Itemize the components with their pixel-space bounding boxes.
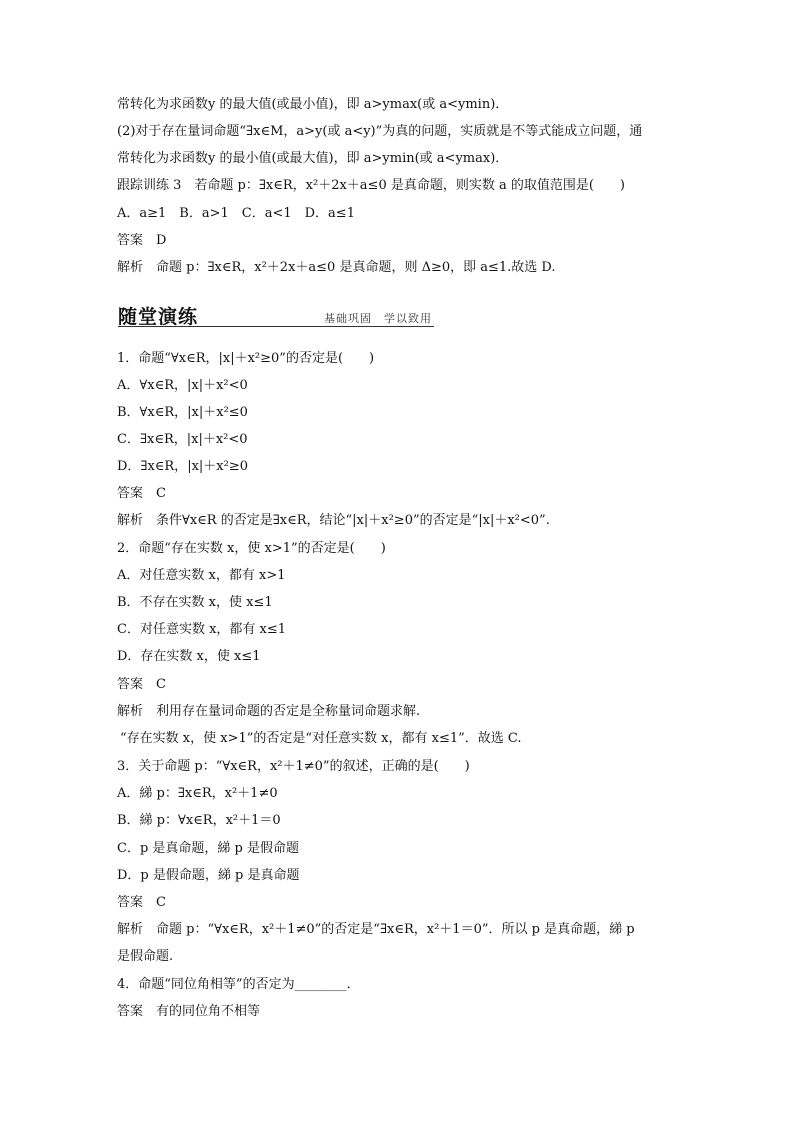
exercise-3-analysis: 解析 命题 p：∃x∈R，x²＋2x＋a≤0 是真命题，则 Δ≥0，即 a≤1.故选 D. — [117, 260, 556, 275]
q2-analysis-1: 解析 利用存在量词命题的否定是全称量词命题求解. — [117, 704, 421, 719]
q2-option-d: D．存在实数 x，使 x≤1 — [117, 649, 261, 664]
q1-stem: 1．命题“∀x∈R，|x|＋x²≥0”的否定是( ) — [117, 351, 375, 366]
q2-option-b: B．不存在实数 x，使 x≤1 — [117, 595, 273, 610]
q1-option-b: B．∀x∈R，|x|＋x²≤0 — [117, 405, 248, 420]
q3-analysis-1: 解析 命题 p：“∀x∈R，x²＋1≠0”的否定是“∃x∈R，x²＋1＝0”．所以 p 是真命题，綈 p — [117, 922, 635, 937]
q3-option-d: D．p 是假命题，綈 p 是真命题 — [117, 868, 300, 883]
q3-option-c: C．p 是真命题，綈 p 是假命题 — [117, 841, 299, 856]
q3-stem: 3．关于命题 p：“∀x∈R，x²＋1≠0”的叙述，正确的是( ) — [117, 759, 470, 774]
q2-analysis-2: “存在实数 x，使 x>1”的否定是“对任意实数 x，都有 x≤1”．故选 C. — [120, 731, 522, 746]
q2-stem: 2．命题“存在实数 x，使 x>1”的否定是( ) — [117, 541, 386, 556]
q3-answer: 答案 C — [117, 895, 166, 910]
intro-line-3: 常转化为求函数y 的最小值(或最大值)，即 a>ymin(或 a<ymax)． — [117, 151, 509, 166]
q2-answer: 答案 C — [117, 677, 166, 692]
q3-option-b: B．綈 p：∀x∈R，x²＋1＝0 — [117, 813, 281, 828]
q1-answer: 答案 C — [117, 486, 166, 501]
q3-analysis-2: 是假命题. — [117, 949, 174, 964]
section-title: 随堂演练 — [118, 306, 199, 328]
exercise-3-answer: 答案 D — [117, 233, 167, 248]
q3-option-a: A．綈 p：∃x∈R，x²＋1≠0 — [117, 786, 278, 801]
exercise-3-stem: 跟踪训练 3 若命题 p：∃x∈R，x²＋2x＋a≤0 是真命题，则实数 a 的取值范围是( ) — [117, 178, 626, 193]
section-subtitle: 基础巩固 学以致用 — [324, 312, 432, 325]
section-divider — [118, 326, 434, 327]
q1-option-c: C．∃x∈R，|x|＋x²<0 — [117, 432, 248, 447]
exercise-3-options: A．a≥1 B．a>1 C．a<1 D．a≤1 — [117, 206, 355, 221]
q1-option-d: D．∃x∈R，|x|＋x²≥0 — [117, 459, 249, 474]
intro-line-1: 常转化为求函数y 的最大值(或最小值)，即 a>ymax(或 a<ymin)． — [117, 97, 509, 112]
intro-line-2: (2)对于存在量词命题“∃x∈M，a>y(或 a<y)”为真的问题，实质就是不等式能成立问题，通 — [117, 124, 643, 139]
q1-option-a: A．∀x∈R，|x|＋x²<0 — [117, 378, 248, 393]
q2-option-a: A．对任意实数 x，都有 x>1 — [117, 568, 286, 583]
q1-analysis: 解析 条件∀x∈R 的否定是∃x∈R，结论“|x|＋x²≥0”的否定是“|x|＋x²<0”. — [117, 513, 550, 528]
q2-option-c: C．对任意实数 x，都有 x≤1 — [117, 622, 287, 637]
q4-answer: 答案 有的同位角不相等 — [117, 1004, 261, 1019]
q4-stem: 4．命题“同位角相等”的否定为________． — [117, 977, 360, 992]
